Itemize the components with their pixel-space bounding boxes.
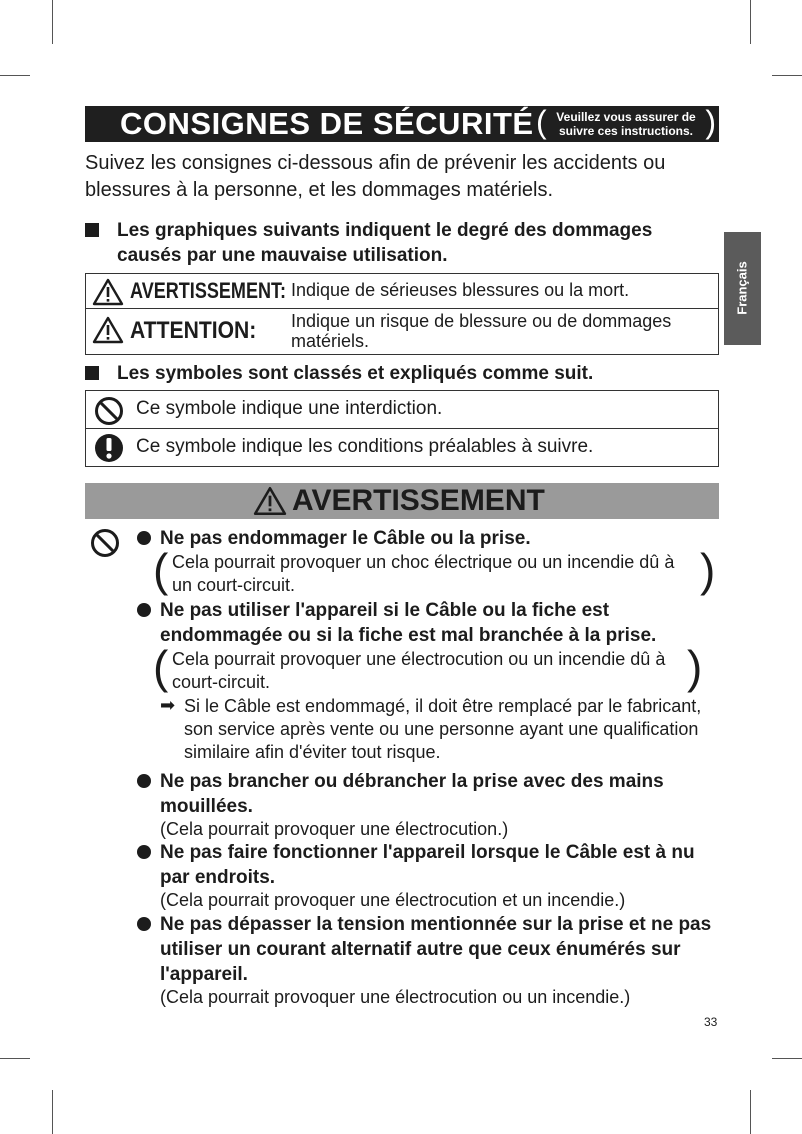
mandatory-icon: [94, 433, 124, 463]
paren-icon: (: [153, 641, 169, 693]
title-subnote-line2: suivre ces instructions.: [558, 124, 694, 138]
section-title: AVERTISSEMENT: [292, 484, 545, 517]
caution-row: [86, 309, 718, 354]
heading-severity-text: Les graphiques suivants indiquent le degré des dommages causés par une mauvaise utilisation.: [117, 220, 653, 266]
crop-mark: [0, 1058, 30, 1059]
prohibition-icon: [94, 396, 124, 426]
warning-item-note: (Cela pourrait provoquer une électrocution et un incendie.): [160, 890, 626, 910]
warning-item-note: (Cela pourrait provoquer une électrocution.): [160, 819, 509, 839]
bullet-icon: [137, 774, 151, 788]
warning-section-header: [85, 483, 719, 519]
severity-table: [85, 273, 719, 355]
arrow-right-icon: ➡: [160, 695, 176, 715]
page-title-bar: [85, 106, 719, 142]
prohibition-icon: [90, 528, 120, 558]
title-subnote-line1: Veuillez vous assurer de: [556, 110, 696, 124]
caution-description: Indique un risque de blessure ou de dommages matériels.: [291, 311, 672, 351]
bullet-icon: [137, 917, 151, 931]
warning-item-title: Ne pas utiliser l'appareil si le Câble ou la fiche est endommagée ou si la fiche est mal branchée à la prise.: [160, 600, 657, 646]
language-tab-label: Français: [734, 261, 750, 315]
square-bullet-icon: [85, 366, 99, 380]
title-subnote: ( Veuillez vous assurer de suivre ces instructions. ): [536, 104, 716, 140]
prohibition-row: [86, 391, 718, 429]
heading-symbols: [85, 361, 705, 387]
bullet-icon: [137, 531, 151, 545]
crop-mark: [772, 1058, 802, 1059]
prohibition-description: Ce symbole indique une interdiction.: [136, 398, 443, 419]
warning-triangle-icon: [92, 316, 124, 344]
warning-item-title: Ne pas dépasser la tension mentionnée sur la prise et ne pas utiliser un courant alternatif autre que ceux énumérés sur l'appareil.: [160, 914, 712, 985]
heading-symbols-text: Les symboles sont classés et expliqués comme suit.: [117, 363, 594, 384]
warning-item-title: Ne pas brancher ou débrancher la prise avec des mains mouillées.: [160, 771, 664, 817]
crop-mark: [750, 0, 751, 44]
crop-mark: [750, 1090, 751, 1134]
paren-icon: ): [700, 544, 716, 596]
crop-mark: [0, 75, 30, 76]
warning-row: [86, 274, 718, 309]
heading-severity: [85, 218, 705, 270]
warning-label: AVERTISSEMENT:: [130, 278, 287, 303]
bullet-icon: [137, 845, 151, 859]
warning-item-note: Cela pourrait provoquer un choc électrique ou un incendie dû à un court-circuit.: [172, 552, 675, 595]
crop-mark: [52, 1090, 53, 1134]
symbols-table: [85, 390, 719, 467]
mandatory-row: [86, 429, 718, 466]
caution-label: ATTENTION:: [130, 317, 257, 344]
page-number: 33: [704, 1015, 718, 1029]
warning-triangle-icon: [92, 278, 124, 306]
warning-item-note: (Cela pourrait provoquer une électrocution ou un incendie.): [160, 987, 631, 1007]
square-bullet-icon: [85, 223, 99, 237]
warning-item-extra: Si le Câble est endommagé, il doit être remplacé par le fabricant, son service après vente ou une personne ayant une qualification similaire afin d'éviter tout risque.: [184, 696, 702, 762]
paren-icon: ): [687, 641, 703, 693]
language-tab: [724, 232, 761, 345]
intro-paragraph: Suivez les consignes ci-dessous afin de prévenir les accidents ou blessures à la personne, et les dommages matériels.: [85, 152, 666, 201]
warning-item-title: Ne pas faire fonctionner l'appareil lorsque le Câble est à nu par endroits.: [160, 842, 695, 888]
warning-item-title: Ne pas endommager le Câble ou la prise.: [160, 528, 531, 549]
crop-mark: [772, 75, 802, 76]
warning-description: Indique de sérieuses blessures ou la mort.: [291, 280, 630, 300]
mandatory-description: Ce symbole indique les conditions préalables à suivre.: [136, 436, 594, 457]
bullet-icon: [137, 603, 151, 617]
warning-triangle-icon: [253, 486, 287, 516]
paren-icon: (: [153, 544, 169, 596]
crop-mark: [52, 0, 53, 44]
warning-item-note: Cela pourrait provoquer une électrocution ou un incendie dû à court-circuit.: [172, 649, 666, 692]
page-title: CONSIGNES DE SÉCURITÉ: [120, 106, 534, 141]
